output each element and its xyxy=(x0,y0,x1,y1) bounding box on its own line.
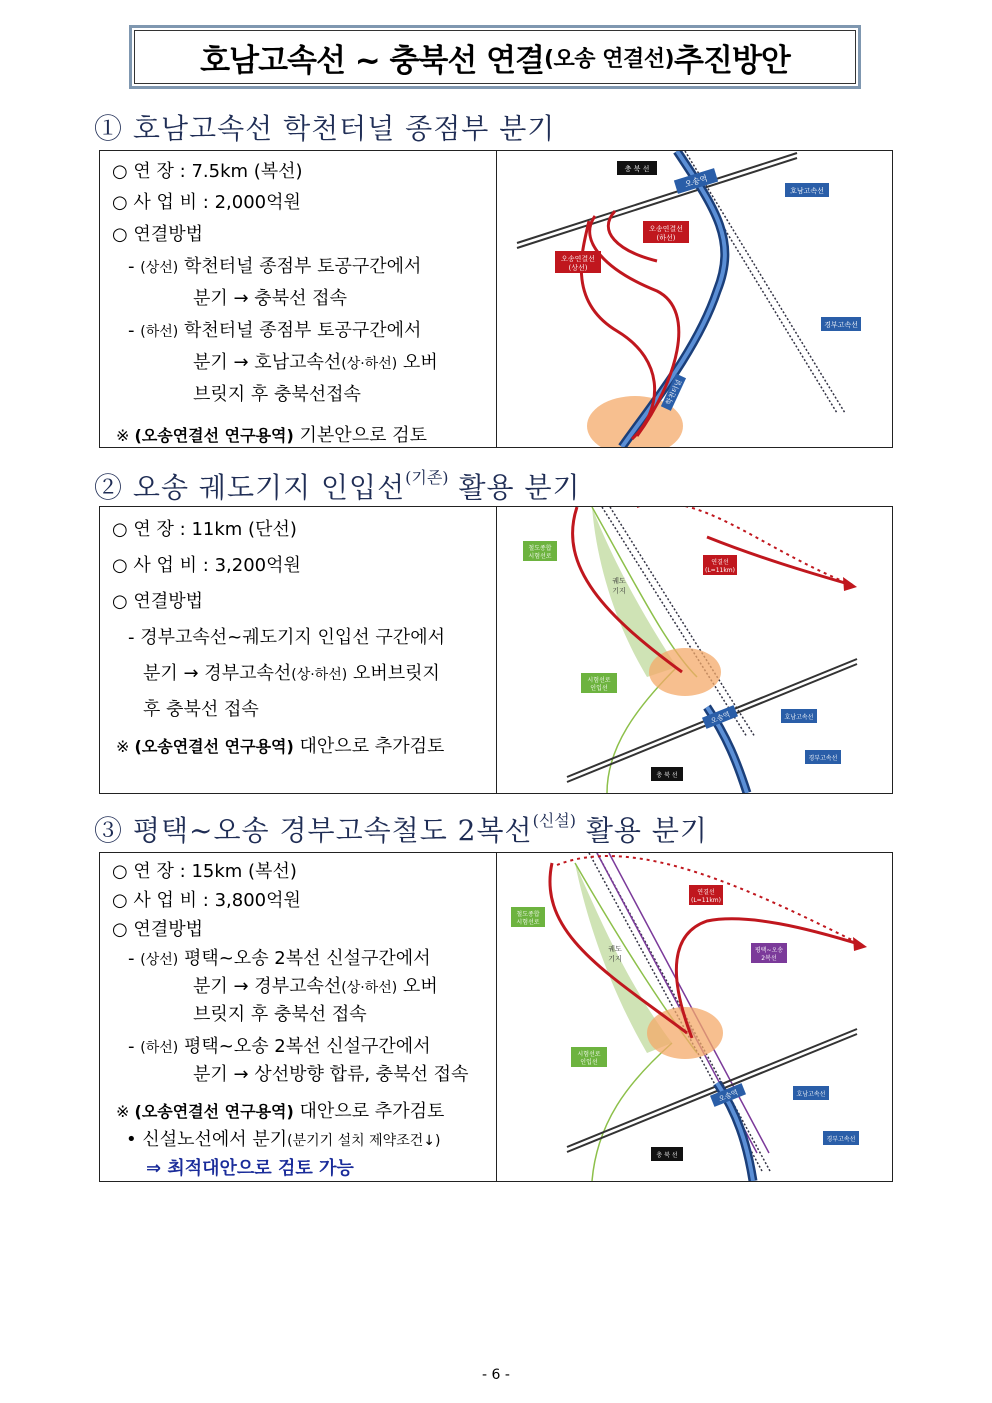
section-1-title: 호남고속선 학천터널 종점부 분기 xyxy=(132,112,556,145)
test-label-1: 시험선로 xyxy=(587,677,611,684)
length-row: ○ 연 장 : 15km (복선) xyxy=(112,861,297,882)
honam-label: 호남고속선 xyxy=(784,714,814,721)
item-1-line-1: - 경부고속선~궤도기지 인입선 구간에서 xyxy=(128,627,445,648)
honam-label: 호남고속선 xyxy=(790,187,824,195)
station-label: 오송역 xyxy=(709,710,732,726)
link-label-2: (L=11km) xyxy=(704,567,736,574)
note: ※ (오송연결선 연구용역) 대안으로 추가검토 xyxy=(116,1101,445,1122)
section-2-map xyxy=(497,507,892,793)
section-3-heading xyxy=(94,808,708,849)
method-label: ○ 연결방법 xyxy=(112,591,203,612)
depot-label-2: 기지 xyxy=(608,955,622,963)
length-row: ○ 연 장 : 11km (단선) xyxy=(112,519,297,540)
chungbuk-label: 충 북 선 xyxy=(656,772,678,779)
section-2-sup: (기존) xyxy=(405,468,449,487)
gyeongbu-label: 경부고속선 xyxy=(824,321,858,329)
test-label-1: 시험선로 xyxy=(577,1051,601,1058)
map-1-drawing xyxy=(497,151,892,447)
item-1-line-2: 분기 → 충북선 접속 xyxy=(193,288,347,309)
section-3-map xyxy=(497,853,892,1181)
cost-row: ○ 사 업 비 : 3,200억원 xyxy=(112,555,301,576)
link-label-1: 연결선 xyxy=(697,889,715,896)
section-1-text xyxy=(100,151,497,447)
section-3-number: ③ xyxy=(94,814,124,847)
page-number: - 6 - xyxy=(482,1367,510,1383)
section-2-title: 오송 궤도기지 인입선 xyxy=(132,471,406,504)
new-label-2: 2복선 xyxy=(761,955,777,962)
item-2-line-3: 브릿지 후 충북선접속 xyxy=(193,384,361,405)
conclusion: ⇒ 최적대안으로 검토 가능 xyxy=(146,1158,354,1179)
page-title xyxy=(134,30,856,84)
item-2-line-2: 분기 → 상선방향 합류, 충북선 접속 xyxy=(193,1064,469,1085)
section-3-title: 평택~오송 경부고속철도 2복선 xyxy=(132,814,533,847)
title-tail: 추진방안 xyxy=(674,42,790,79)
item-2-line-1: - (하선) 학천터널 종점부 토공구간에서 xyxy=(128,320,422,341)
method-label: ○ 연결방법 xyxy=(112,919,203,940)
station-label: 오송역 xyxy=(717,1088,740,1104)
down-label-1: 오송연결선 xyxy=(649,225,683,233)
length-row: ○ 연 장 : 7.5km (복선) xyxy=(112,161,303,182)
item-1-line-3: 후 충북선 접속 xyxy=(143,699,259,720)
map-2-drawing xyxy=(497,507,892,793)
section-1-map xyxy=(497,151,892,447)
method-label: ○ 연결방법 xyxy=(112,224,203,245)
link-dotted xyxy=(637,507,852,585)
test-label-2: 인입선 xyxy=(580,1059,598,1066)
item-1-line-1: - (상선) 평택~오송 2복선 신설구간에서 xyxy=(128,948,431,969)
map-3-drawing xyxy=(497,853,892,1181)
cost-row: ○ 사 업 비 : 2,000억원 xyxy=(112,192,301,213)
note: ※ (오송연결선 연구용역) 기본안으로 검토 xyxy=(116,425,427,446)
section-2-tail: 활용 분기 xyxy=(448,471,581,504)
section-2-number: ② xyxy=(94,471,124,504)
item-1-line-2: 분기 → 경부고속선(상·하선) 오버 xyxy=(193,976,438,997)
bullet: • 신설노선에서 분기(분기기 설치 제약조건↓) xyxy=(126,1129,441,1150)
center-label-2: 시험선로 xyxy=(528,553,552,560)
cost-row: ○ 사 업 비 : 3,800억원 xyxy=(112,890,301,911)
item-2-line-2: 분기 → 호남고속선(상·하선) 오버 xyxy=(193,352,438,373)
item-2-line-1: - (하선) 평택~오송 2복선 신설구간에서 xyxy=(128,1036,431,1057)
down-label-2: (하선) xyxy=(656,234,676,242)
up-label-2: (상선) xyxy=(568,264,588,272)
center-label-1: 철도종합 xyxy=(528,545,552,552)
section-2-panel xyxy=(99,506,893,794)
depot-label-2: 기지 xyxy=(612,587,626,595)
item-1-line-3: 브릿지 후 충북선 접속 xyxy=(193,1004,367,1025)
section-3-text xyxy=(100,853,497,1181)
section-1-number: ① xyxy=(94,112,124,145)
station-label: 오송역 xyxy=(683,173,709,190)
gyeongbu-label: 경부고속선 xyxy=(808,755,838,762)
item-1-line-1: - (상선) 학천터널 종점부 토공구간에서 xyxy=(128,256,422,277)
tunnel-label: 학천터널 xyxy=(664,378,684,407)
chungbuk-label: 충 북 선 xyxy=(656,1152,678,1159)
center-label-1: 철도종합 xyxy=(516,911,540,918)
section-3-tail: 활용 분기 xyxy=(575,814,708,847)
section-3-panel xyxy=(99,852,893,1182)
link-arrowhead xyxy=(853,937,867,951)
title-main: 호남고속선 ~ 충북선 연결 xyxy=(200,42,544,79)
new-label-1: 평택~오송 xyxy=(754,947,784,954)
chungbuk-label: 충 북 선 xyxy=(624,165,650,173)
title-sub: (오송 연결선) xyxy=(543,46,675,72)
section-1-panel xyxy=(99,150,893,448)
section-2-text xyxy=(100,507,497,793)
test-label-2: 인입선 xyxy=(590,685,608,692)
link-label-1: 연결선 xyxy=(711,559,729,566)
honam-label: 호남고속선 xyxy=(796,1091,826,1098)
depot-label-1: 궤도 xyxy=(608,945,622,953)
link-label-2: (L=11km) xyxy=(690,897,722,904)
section-1-heading xyxy=(94,107,555,147)
center-label-2: 시험선로 xyxy=(516,919,540,926)
section-3-sup: (신설) xyxy=(532,811,576,830)
link-arrowhead xyxy=(843,577,857,591)
depot-label-1: 궤도 xyxy=(612,577,626,585)
note: ※ (오송연결선 연구용역) 대안으로 추가검토 xyxy=(116,736,445,757)
item-1-line-2: 분기 → 경부고속선(상·하선) 오버브릿지 xyxy=(143,663,440,684)
title-frame xyxy=(129,25,861,89)
section-2-heading xyxy=(94,465,581,506)
up-label-1: 오송연결선 xyxy=(561,255,595,263)
gyeongbu-label: 경부고속선 xyxy=(826,1136,856,1143)
